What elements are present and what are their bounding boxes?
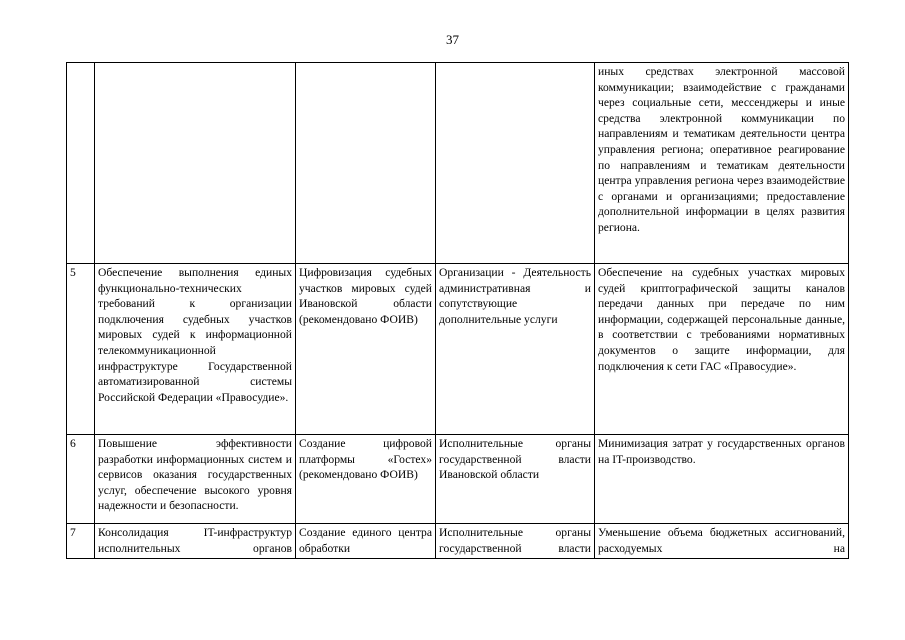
measure-cell: Обеспечение выполнения единых функционально-технических требований к организации подключения судебных участков мировых судей к информационной телекоммуникационной инфраструктуре Государственной автоматизированной системы Российской Федерации «Правосудие». [95, 264, 296, 435]
organization-cell: Организации - Деятельность административная и сопутствующие дополнительные услуги [436, 264, 595, 435]
measure-cell: Консолидация IT-инфраструктур исполнительных органов [95, 524, 296, 559]
table-row [67, 264, 849, 435]
result-cell: Обеспечение на судебных участках мировых судей криптографической защиты каналов передачи данных при передаче по ним информации, содержащей персональные данные, в соответствии с требованиями нормативных документов о защите информации, для подключения к сети ГАС «Правосудие». [595, 264, 849, 435]
organization-cell: Исполнительные органы государственной власти [436, 524, 595, 559]
project-cell: Создание единого центра обработки [296, 524, 436, 559]
table-row [67, 63, 849, 264]
measure-cell: Повышение эффективности разработки информационных систем и сервисов оказания государственных услуг, обеспечение высокого уровня надежности и безопасности. [95, 435, 296, 524]
organization-cell: Исполнительные органы государственной власти Ивановской области [436, 435, 595, 524]
row-number-cell: 5 [67, 264, 95, 435]
project-cell: Создание цифровой платформы «Гостех» (рекомендовано ФОИВ) [296, 435, 436, 524]
row-number-cell [67, 63, 95, 264]
table-row [67, 524, 849, 559]
result-cell: Уменьшение объема бюджетных ассигнований, расходуемых на [595, 524, 849, 559]
row-number-cell: 7 [67, 524, 95, 559]
table-row [67, 435, 849, 524]
result-cell: иных средствах электронной массовой коммуникации; взаимодействие с гражданами через социальные сети, мессенджеры и иные средства электронной коммуникации по направлениям и тематикам деятельности центра управления региона; оперативное реагирование по направлениям и тематикам деятельности центра управления региона через взаимодействие с органами и организациями; предоставление дополнительной информации в целях развития региона. [595, 63, 849, 264]
result-cell: Минимизация затрат у государственных органов на IT-производство. [595, 435, 849, 524]
project-cell [296, 63, 436, 264]
measures-table [66, 62, 849, 559]
measure-cell [95, 63, 296, 264]
organization-cell [436, 63, 595, 264]
page-number: 37 [446, 32, 459, 47]
project-cell: Цифровизация судебных участков мировых судей Ивановской области (рекомендовано ФОИВ) [296, 264, 436, 435]
row-number-cell: 6 [67, 435, 95, 524]
